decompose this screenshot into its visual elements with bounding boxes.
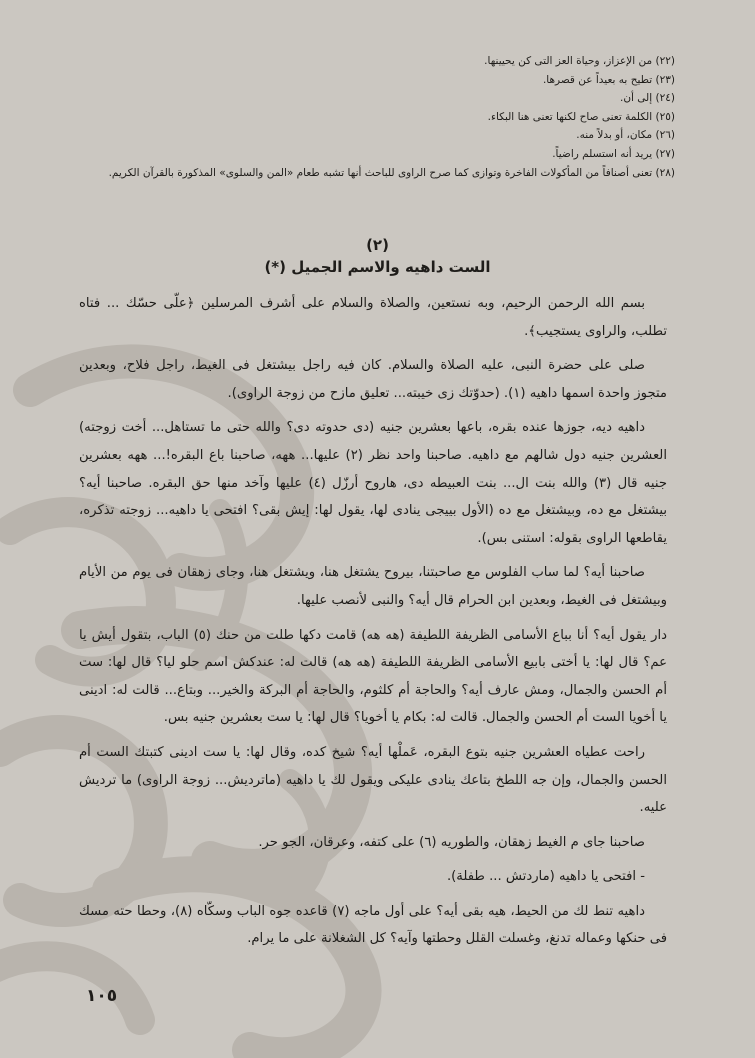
footnote: (٢٦) مكان، أو بدلاً منه.: [576, 129, 675, 142]
footnote: (٢٥) الكلمة تعنى صاح لكنها تعنى هنا البكاء.: [487, 110, 675, 123]
paragraph: راحت عطياه العشرين جنيه بتوع البقره، عَملْها أيه؟ شيخ كده، وقال لها: يا ست ادينى كتبتك الست أم الحسن والجمال، وإن جه اللطخ بتاعك ينادى عليكى ويقول لك يا داهيه (ماترديش... زوجة الراوى) ما ترديش عليه.: [79, 744, 667, 816]
chapter-number: (٢): [366, 236, 389, 254]
page-number: ١٠٥: [86, 986, 118, 1006]
footnote: (٢٨) تعنى أصنافاً من المأكولات الفاخرة وتوازى كما صرح الراوى للباحث أنها تشبه طعام «المن والسلوى» المذكورة بالقرآن الكريم.: [108, 166, 675, 179]
paragraph: دار يقول أيه؟ أنا بباع الأسامى الظريفة اللطيفة (هه هه) قامت دكها طلت من حنك (٥) الباب، بتقول أيش يا عم؟ قال لها: يا أختى بابيع الأسامى الظريفة اللطيفة (هه هه) قالت له: عندكش اسم حلو ليا؟ قال لها: ست أم الحسن والجمال، ومش عارف أيه؟ والحاجة أم كلثوم، والحاجة أم البركة والخير... وبتاع... قالت له: ادينى يا أخويا الست أم الحسن والجمال. قالت له: بكام يا أخويا؟ قال لها: يا ست بعشرين جنيه بس.: [79, 627, 667, 726]
story-body: [79, 290, 667, 960]
chapter-title: الست داهيه والاسم الجميل (*): [264, 258, 491, 276]
paragraph: - افتحى يا داهيه (ماردتش ... طفلة).: [446, 869, 645, 885]
paragraph: صاحبنا جاى م الغيط زهقان، والطوريه (٦) على كتفه، وعرقان، الجو حر.: [258, 834, 645, 850]
footnote: (٢٣) تطيح به بعيداً عن قصرها.: [542, 73, 675, 86]
footnote: (٢٧) يريد أنه استسلم راضياً.: [552, 147, 675, 160]
paragraph: داهيه تنط لك من الحيط، هيه بقى أيه؟ على أول ماجه (٧) قاعده جوه الباب وسكّاه (٨)، وحطا حته مسك فى حنكها وعماله تدنغ، وغسلت القلل وحطتها وآيه؟ كل الشغلانة على ما يرام.: [79, 903, 667, 947]
paragraph: بسم الله الرحمن الرحيم، وبه نستعين، والصلاة والسلام على أشرف المرسلين ﴿علّى حسّك ... فتاه تطلب، والراوى يستجيب﴾.: [79, 296, 667, 339]
paragraph: صلى على حضرة النبى، عليه الصلاة والسلام. كان فيه راجل بيشتغل فى الغيط، راجل فلاح، وبعدين متجوز واحدة اسمها داهيه (١). (حدوّتك زى خيبته... تعليق مازح من زوجة الراوى).: [79, 358, 667, 401]
footnote: (٢٢) من الإعزاز، وحياة العز التى كن يحيينها.: [484, 55, 675, 67]
paragraph: داهيه ديه، جوزها عنده بقره، باعها بعشرين جنيه (دى حدوته دى؟ والله حتى ما تستاهل... أخت زوجته) العشرين جنيه دول شالهم مع داهيه. صاحبنا واحد نظر (٢) عليها... ههه، صاحبنا باع البقره!... ههه بعشرين جنيه قال (٣) والله بنت ال... بنت العبيطه دى، هاروح أرزّل (٤) عليها وآخد منها حق البقره. صاحبنا أيه؟ بيشتغل مع ده، وبيشتغل مع ده (الأول بييجى ينادى لها، يقول لها: إيش بقى؟ افتحى يا داهيه... زوجته تذكره، يقاطعها الراوى بقوله: استنى بس).: [79, 420, 667, 546]
footnote: (٢٤) إلى أن.: [620, 92, 675, 105]
paragraph: صاحبنا أيه؟ لما ساب الفلوس مع صاحبتنا، بيروح يشتغل هنا، ويشتغل هنا، وجاى زهقان فى يوم من الأيام وبيشتغل فى الغيط، وبعدين ابن الحرام قال أيه؟ والنبى لأنصب عليها.: [79, 565, 667, 608]
footnotes-list: [75, 52, 675, 182]
